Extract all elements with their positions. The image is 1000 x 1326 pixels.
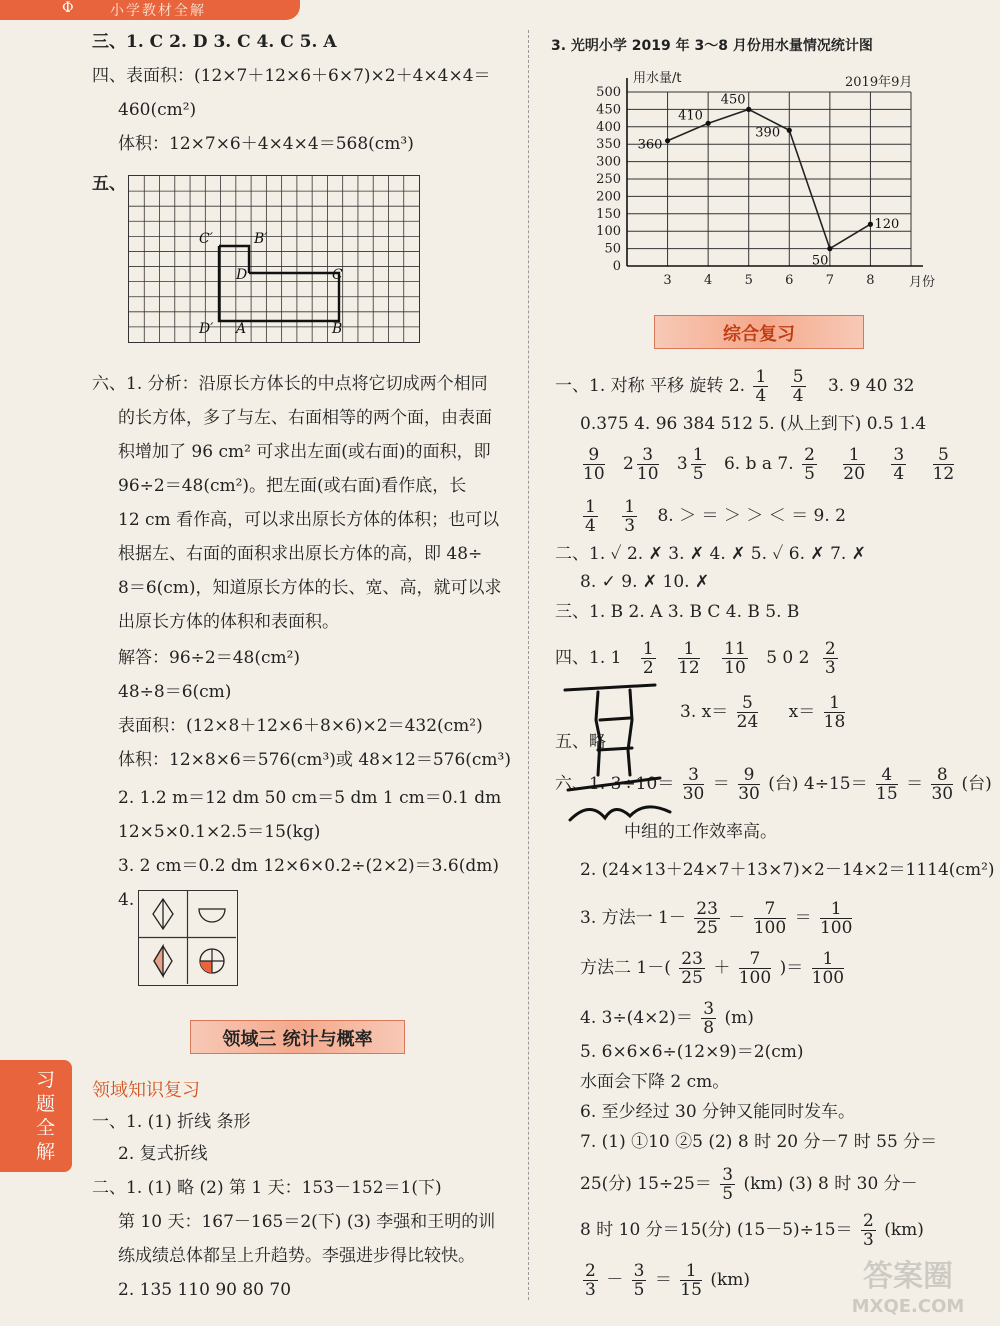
text-seg: ＝ xyxy=(654,1270,672,1290)
chart-point xyxy=(706,121,711,126)
fraction: $\frac{1}{5}$ xyxy=(692,445,704,484)
section-heading: 领域知识复习 xyxy=(92,1080,200,1101)
text-seg: (m) xyxy=(724,1008,754,1028)
fraction: $\frac{2}{3}$ xyxy=(585,1261,596,1300)
answer-line xyxy=(580,1262,750,1299)
text-seg: x＝ xyxy=(788,702,816,722)
grid-label: A xyxy=(236,321,247,337)
chart-date: 2019年9月 xyxy=(845,75,913,90)
header-bar xyxy=(0,0,300,20)
fraction: $\frac{2}{3}$ xyxy=(824,639,836,678)
answer-line xyxy=(580,498,846,535)
fraction: $\frac{23}{25}$ xyxy=(696,899,718,938)
text-seg: 四、1. 1 xyxy=(555,648,622,668)
text-seg: (km) (3) 8 时 30 分－ xyxy=(743,1174,918,1194)
fraction: $\frac{9}{30}$ xyxy=(738,765,760,804)
fraction: $\frac{9}{10}$ xyxy=(583,445,605,484)
answer-line: 8. ✓ 9. ✗ 10. ✗ xyxy=(580,572,710,592)
text-seg: 8. ＞ ＝ ＞ ＞ ＜ ＝ 9. 2 xyxy=(657,506,846,526)
text-seg: 25(分) 15÷25＝ xyxy=(580,1174,712,1194)
answer-line: 四、表面积：(12×7＋12×6＋6×7)×2＋4×4×4＝ xyxy=(92,66,491,86)
answer-line: 第 10 天：167－165＝2(下) (3) 李强和王明的训 xyxy=(118,1212,496,1232)
answer-line: 7. (1) ①10 ②5 (2) 8 时 20 分－7 时 55 分＝ xyxy=(580,1132,938,1152)
answer-line: 2. 135 110 90 80 70 xyxy=(118,1280,292,1300)
chart-data-label: 450 xyxy=(720,92,746,108)
chart-ytick-label: 500 xyxy=(596,85,621,100)
answer-line xyxy=(580,1166,918,1203)
line-chart xyxy=(545,32,990,300)
header-logo: Ф xyxy=(62,0,74,16)
answer-line xyxy=(580,446,957,483)
chart-data-label: 390 xyxy=(755,125,781,141)
fraction: $\frac{3}{4}$ xyxy=(893,445,905,484)
chart-ytick-label: 400 xyxy=(596,119,621,135)
answer-line: 体积：12×8×6＝576(cm³)或 48×12＝576(cm³) xyxy=(118,750,512,770)
banner-title: 领域三 统计与概率 xyxy=(222,1029,373,1050)
text-seg: ＝ xyxy=(794,908,812,928)
answer-line: 一、1. (1) 折线 条形 xyxy=(92,1112,251,1132)
text-seg: (台) xyxy=(961,774,992,794)
text-seg: 一、1. 对称 平移 旋转 2. xyxy=(555,376,746,396)
chart-xlabel: 月份 xyxy=(909,275,936,290)
fraction: $\frac{5}{24}$ xyxy=(736,693,759,732)
column-divider xyxy=(528,30,529,1300)
chart-ytick-label: 300 xyxy=(596,154,621,170)
fraction: $\frac{3}{5}$ xyxy=(722,1165,734,1204)
text-seg: )＝ xyxy=(779,958,804,978)
chart-ytick-label: 250 xyxy=(596,172,621,187)
fraction: $\frac{1}{4}$ xyxy=(755,367,767,406)
chart-ytick-label: 200 xyxy=(596,189,621,205)
fraction: $\frac{7}{100}$ xyxy=(738,949,772,988)
chart-xtick-label: 6 xyxy=(785,273,794,288)
answer-line: 3. 2 cm＝0.2 dm 12×6×0.2÷(2×2)＝3.6(dm) xyxy=(118,856,499,876)
section-banner xyxy=(190,1020,405,1054)
side-tab-label: 习题全解 xyxy=(36,1069,56,1163)
text-seg: 5 0 2 xyxy=(766,648,810,668)
fraction: $\frac{11}{10}$ xyxy=(724,639,746,678)
fraction: $\frac{3}{5}$ xyxy=(633,1261,645,1300)
fraction: $\frac{3}{8}$ xyxy=(703,999,715,1038)
answer-line: 12 cm 看作高，可以求出原长方体的体积；也可以 xyxy=(118,510,500,530)
grid-label: D′ xyxy=(199,321,214,337)
chart-ytick-label: 50 xyxy=(604,241,621,257)
fraction: $\frac{1}{4}$ xyxy=(585,497,596,536)
text-seg: (km) xyxy=(710,1270,751,1290)
answer-line: 的长方体，多了与左、右面相等的两个面，由表面 xyxy=(118,408,492,428)
chart-point xyxy=(665,138,670,143)
grid-label: D xyxy=(236,267,248,283)
text-seg: 4. 3÷(4×2)＝ xyxy=(580,1008,693,1028)
text-seg: 方法二 1－( xyxy=(580,958,671,978)
chart-title: 3. 光明小学 2019 年 3～8 月份用水量情况统计图 xyxy=(551,38,873,54)
chart-xtick-label: 8 xyxy=(866,273,875,288)
fraction: $\frac{1}{12}$ xyxy=(678,639,700,678)
grid-figure xyxy=(128,175,420,343)
text-seg: ＋ xyxy=(713,958,731,978)
answer-line: 六、1. 分析：沿原长方体长的中点将它切成两个相同 xyxy=(92,374,488,394)
chart-ytick-label: 450 xyxy=(596,102,621,118)
fraction: $\frac{8}{30}$ xyxy=(931,765,954,804)
handwriting-scribble xyxy=(560,680,680,830)
text-seg: (台) 4÷15＝ xyxy=(768,774,868,794)
chart-point xyxy=(868,222,873,227)
answer-line: 五、 xyxy=(92,174,126,194)
fraction: $\frac{4}{15}$ xyxy=(876,765,898,804)
text-seg: ＝ xyxy=(712,774,730,794)
grid-label: C′ xyxy=(199,231,213,247)
grid-label: B′ xyxy=(254,231,268,247)
fraction: $\frac{7}{100}$ xyxy=(753,899,787,938)
chart-data-label: 50 xyxy=(811,253,829,269)
fraction: $\frac{5}{12}$ xyxy=(932,445,955,484)
header-title: 小学教材全解 xyxy=(110,3,206,19)
fraction: $\frac{5}{4}$ xyxy=(792,367,804,406)
fraction: $\frac{3}{10}$ xyxy=(636,445,659,484)
answer-line: 96÷2＝48(cm²)。把左面(或右面)看作底，长 xyxy=(118,476,467,496)
answer-line xyxy=(680,694,848,731)
grid-label: C xyxy=(332,267,343,283)
chart-point xyxy=(827,246,832,251)
chart-point xyxy=(787,128,792,133)
fraction: $\frac{3}{30}$ xyxy=(682,765,705,804)
text-seg: 2 xyxy=(623,454,634,474)
chart-ytick-label: 150 xyxy=(596,206,621,222)
answer-line: 表面积：(12×8＋12×6＋8×6)×2＝432(cm²) xyxy=(118,716,483,736)
answer-line: 三、1. C 2. D 3. C 4. C 5. A xyxy=(92,32,337,52)
text-seg: 3 xyxy=(676,454,688,474)
chart-ylabel: 用水量/t xyxy=(633,71,682,86)
answer-line: 根据左、右面的面积求出原长方体的高，即 48÷ xyxy=(118,544,483,564)
answer-line: 积增加了 96 cm² 可求出左面(或右面)的面积，即 xyxy=(118,442,491,462)
answer-line: 水面会下降 2 cm。 xyxy=(580,1072,730,1092)
answer-line xyxy=(555,640,841,677)
fraction: $\frac{1}{18}$ xyxy=(823,693,846,732)
answer-line: 体积：12×7×6＋4×4×4＝568(cm³) xyxy=(118,134,414,154)
chart-ytick-label: 100 xyxy=(596,224,621,240)
chart-svg xyxy=(545,32,990,300)
grid-svg xyxy=(129,176,419,342)
section-banner xyxy=(654,315,864,349)
answer-line xyxy=(580,1000,754,1037)
grid-label: B xyxy=(332,321,343,337)
chart-xtick-label: 4 xyxy=(704,273,713,288)
answer-line xyxy=(580,900,855,937)
answer-line: 0.375 4. 96 384 512 5. (从上到下) 0.5 1.4 xyxy=(580,414,927,434)
answer-line: 三、1. B 2. A 3. B C 4. B 5. B xyxy=(555,602,800,622)
answer-line: 2. (24×13＋24×7＋13×7)×2－14×2＝1114(cm²) xyxy=(580,860,995,880)
answer-line xyxy=(580,1212,924,1249)
fraction: $\frac{23}{25}$ xyxy=(681,949,703,988)
answer-line: 2. 1.2 m＝12 dm 50 cm＝5 dm 1 cm＝0.1 dm xyxy=(118,788,502,808)
answer-line: 5. 6×6×6÷(12×9)＝2(cm) xyxy=(580,1042,804,1062)
side-tab xyxy=(0,1060,72,1172)
answer-line xyxy=(580,950,847,987)
answer-line: 460(cm²) xyxy=(118,100,197,120)
fraction: $\frac{1}{100}$ xyxy=(819,899,853,938)
text-seg: 3. x＝ xyxy=(680,702,729,722)
text-seg: (km) xyxy=(884,1220,924,1240)
chart-ytick-label: 0 xyxy=(612,259,621,274)
answer-line: 6. 至少经过 30 分钟又能同时发车。 xyxy=(580,1102,856,1122)
text-seg: － xyxy=(728,908,746,928)
chart-xtick-label: 7 xyxy=(825,273,834,288)
answer-line: 五、略 xyxy=(555,732,606,752)
fraction: $\frac{1}{20}$ xyxy=(843,445,865,484)
fraction: $\frac{1}{2}$ xyxy=(642,639,654,678)
answer-line: 二、1. ✓ 2. ✗ 3. ✗ 4. ✗ 5. ✓ 6. ✗ 7. ✗ xyxy=(555,544,866,564)
watermark-url: MXQE.COM xyxy=(851,1296,965,1317)
chart-data-label: 120 xyxy=(874,217,900,233)
answer-line: 4. xyxy=(118,890,135,910)
answer-line: 12×5×0.1×2.5＝15(kg) xyxy=(118,822,321,842)
answer-line xyxy=(555,368,914,405)
watermark-logo xyxy=(828,1250,988,1320)
answer-line: 解答：96÷2＝48(cm²) xyxy=(118,648,301,668)
fraction: $\frac{1}{3}$ xyxy=(624,497,636,536)
chart-xtick-label: 3 xyxy=(663,273,672,288)
shape-figure xyxy=(138,890,238,986)
chart-data-label: 410 xyxy=(678,108,703,124)
text-seg: 3. 方法一 1－ xyxy=(580,908,686,928)
banner-title: 综合复习 xyxy=(723,324,795,345)
text-seg: ＝ xyxy=(906,774,924,794)
answer-line: 中组的工作效率高。 xyxy=(624,822,777,842)
fraction: $\frac{2}{5}$ xyxy=(804,445,815,484)
text-seg: 8 时 10 分＝15(分) (15－5)÷15＝ xyxy=(580,1220,853,1240)
answer-line: 二、1. (1) 略 (2) 第 1 天：153－152＝1(下) xyxy=(92,1178,442,1198)
fraction: $\frac{2}{3}$ xyxy=(862,1211,874,1250)
fraction: $\frac{1}{100}$ xyxy=(811,949,845,988)
text-seg: 六、1. 3÷10＝ xyxy=(555,774,675,794)
chart-point xyxy=(746,107,751,112)
answer-line: 练成绩总体都呈上升趋势。李强进步得比较快。 xyxy=(118,1246,475,1266)
answer-line: 出原长方体的体积和表面积。 xyxy=(118,612,339,632)
fraction: $\frac{1}{15}$ xyxy=(680,1261,702,1300)
chart-data-label: 360 xyxy=(637,137,663,153)
chart-xtick-label: 5 xyxy=(744,273,753,288)
watermark-text: 答案圈 xyxy=(863,1259,953,1294)
text-seg: 6. b a 7. xyxy=(723,454,794,474)
text-seg: － xyxy=(606,1270,624,1290)
chart-ytick-label: 350 xyxy=(596,137,621,153)
answer-line: 2. 复式折线 xyxy=(118,1144,208,1164)
answer-line: 8＝6(cm)，知道原长方体的长、宽、高，就可以求 xyxy=(118,578,502,598)
text-seg: 3. 9 40 32 xyxy=(827,376,915,396)
answer-line: 48÷8＝6(cm) xyxy=(118,682,232,702)
